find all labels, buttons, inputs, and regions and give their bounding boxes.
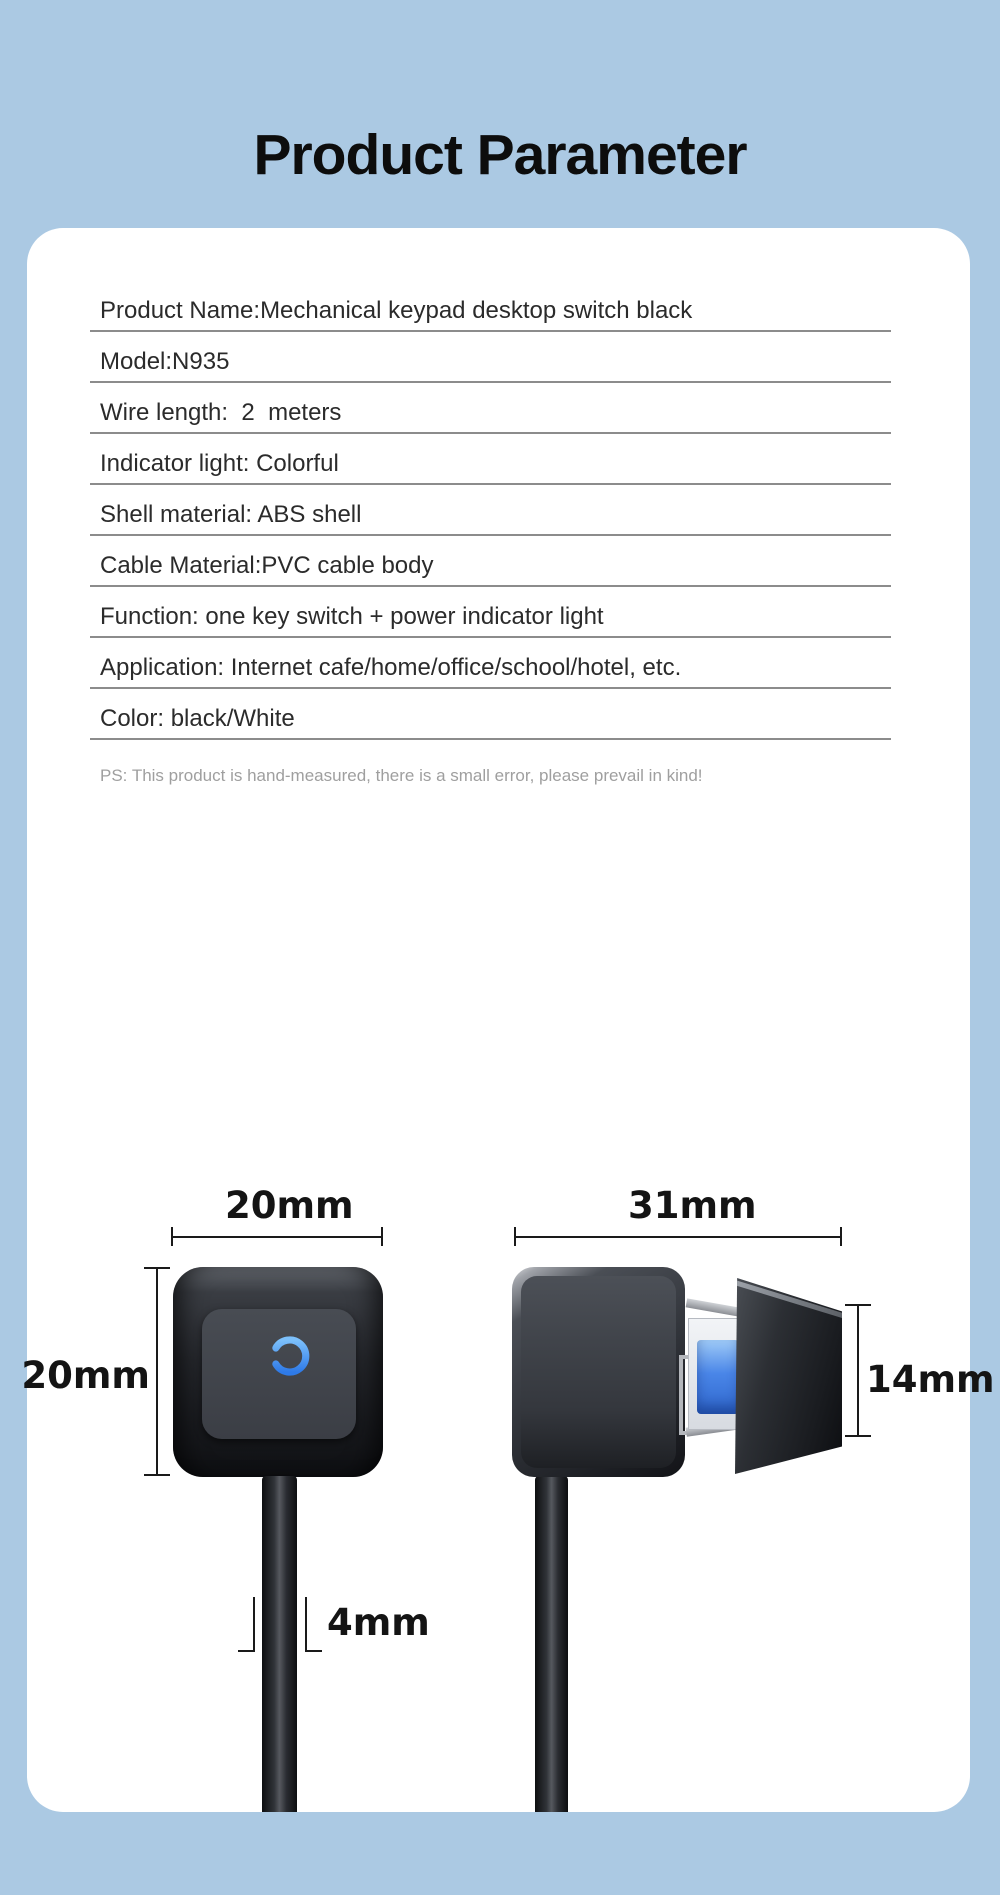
cable-width-bracket-right	[305, 1597, 307, 1652]
cable-front-view	[262, 1476, 297, 1812]
page-title: Product Parameter	[253, 123, 747, 187]
side-height-cap-bottom	[845, 1435, 871, 1437]
spec-row-shell: Shell material: ABS shell	[90, 485, 891, 536]
switch-body-face	[521, 1276, 676, 1468]
spec-row-cable: Cable Material:PVC cable body	[90, 536, 891, 587]
side-width-label: 31mm	[628, 1184, 757, 1227]
side-width-tick-right	[840, 1227, 842, 1246]
spec-row-model: Model:N935	[90, 332, 891, 383]
side-width-tick-left	[514, 1227, 516, 1246]
measurement-note: PS: This product is hand-measured, there is a small error, please prevail in kind!	[100, 766, 703, 785]
front-height-cap-top	[144, 1267, 170, 1269]
spec-list	[90, 281, 891, 740]
mechanical-switch-blue	[697, 1340, 739, 1414]
side-height-cap-top	[845, 1304, 871, 1306]
cable-width-label: 4mm	[327, 1601, 430, 1644]
side-width-dim-line	[515, 1236, 842, 1238]
cable-width-bracket-left	[253, 1597, 255, 1652]
spec-row-application: Application: Internet cafe/home/office/school/hotel, etc.	[90, 638, 891, 689]
spec-row-wire-length: Wire length: 2 meters	[90, 383, 891, 434]
front-height-cap-bottom	[144, 1474, 170, 1476]
cable-width-bracket-right-foot	[305, 1650, 322, 1652]
power-icon	[261, 1329, 315, 1383]
front-height-dim-line	[156, 1268, 158, 1476]
spec-row-color: Color: black/White	[90, 689, 891, 740]
front-width-tick-left	[171, 1227, 173, 1246]
spec-row-indicator: Indicator light: Colorful	[90, 434, 891, 485]
keycap-side-view	[735, 1278, 842, 1474]
cable-width-bracket-left-foot	[238, 1650, 255, 1652]
spec-row-product-name: Product Name:Mechanical keypad desktop switch black	[90, 281, 891, 332]
keycap-front-view	[173, 1267, 383, 1477]
front-width-tick-right	[381, 1227, 383, 1246]
front-height-label: 20mm	[21, 1354, 150, 1397]
front-width-dim-line	[172, 1236, 382, 1238]
switch-body-side-view	[512, 1267, 685, 1477]
cable-side-view	[535, 1476, 568, 1812]
front-width-label: 20mm	[225, 1184, 354, 1227]
side-height-label: 14mm	[866, 1358, 995, 1401]
side-height-dim-line	[857, 1305, 859, 1437]
spec-row-function: Function: one key switch + power indicator light	[90, 587, 891, 638]
